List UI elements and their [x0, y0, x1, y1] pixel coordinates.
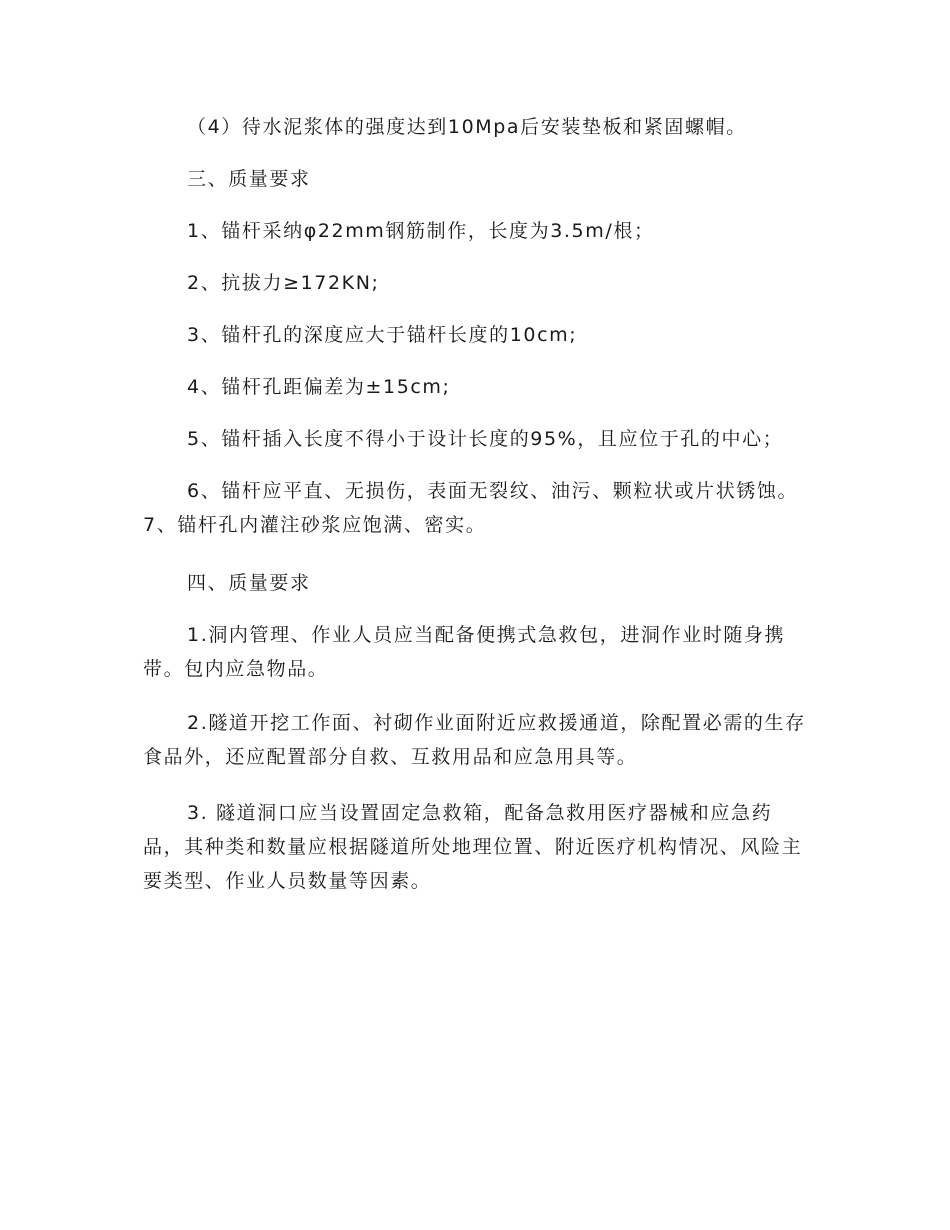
paragraph-step-4: （4）待水泥浆体的强度达到10Mpa后安装垫板和紧固螺帽。	[187, 116, 747, 138]
paragraph-item-4: 4、锚杆孔距偏差为±15cm;	[187, 376, 451, 398]
paragraph-emergency-3: 3. 隧道洞口应当设置固定急救箱，配备急救用医疗器械和应急药品，其种类和数量应根据隧道所处地理位置、附近医疗机构情况、风险主要类型、作业人员数量等因素。	[143, 802, 803, 892]
paragraph-emergency-2: 2.隧道开挖工作面、衬砌作业面附近应救援通道，除配置必需的生存食品外，还应配置部分自救、互救用品和应急用具等。	[143, 712, 806, 768]
heading-quality-requirements-3: 三、质量要求	[187, 168, 311, 190]
paragraph-item-3: 3、锚杆孔的深度应大于锚杆长度的10cm;	[187, 324, 578, 346]
heading-quality-requirements-4: 四、质量要求	[187, 572, 311, 594]
paragraph-emergency-1: 1.洞内管理、作业人员应当配备便携式急救包，进洞作业时随身携带。包内应急物品。	[143, 624, 786, 680]
paragraph-item-2: 2、抗拔力≥172KN;	[187, 272, 380, 294]
paragraph-item-6-7: 6、锚杆应平直、无损伤，表面无裂纹、油污、颗粒状或片状锈蚀。7、锚杆孔内灌注砂浆应饱满、密实。	[143, 480, 799, 536]
paragraph-item-1: 1、锚杆采纳φ22mm钢筋制作，长度为3.5m/根；	[187, 220, 655, 242]
paragraph-item-5: 5、锚杆插入长度不得小于设计长度的95%，且应位于孔的中心；	[187, 428, 784, 450]
